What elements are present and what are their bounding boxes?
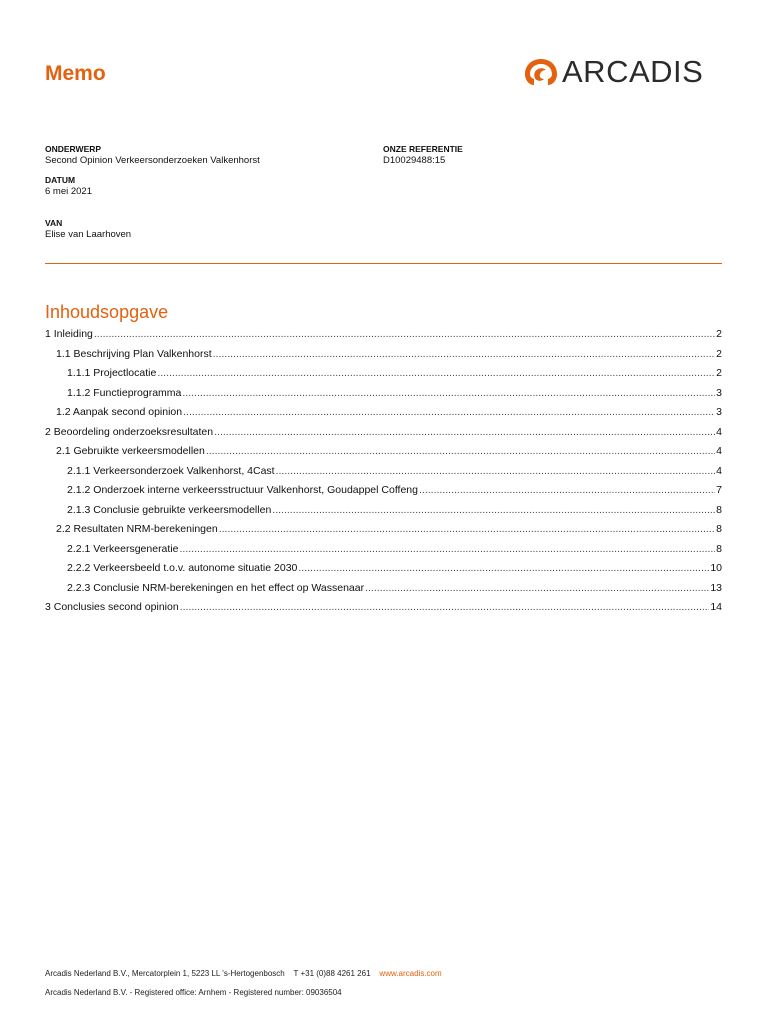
toc-leader	[214, 423, 715, 443]
toc-entry-page: 14	[710, 601, 722, 613]
toc-entry-label: 1.2 Aanpak second opinion	[56, 406, 183, 418]
footer-website-link[interactable]: www.arcadis.com	[379, 969, 442, 978]
toc-heading: Inhoudsopgave	[45, 302, 169, 322]
toc-entry[interactable]	[45, 579, 722, 599]
toc-entry-label: 2.2.2 Verkeersbeeld t.o.v. autonome situatie 2030	[67, 562, 298, 574]
datum-label: DATUM	[45, 175, 76, 185]
toc-entry-page: 13	[710, 581, 722, 594]
onderwerp-value: Second Opinion Verkeersonderzoeken Valkenhorst	[45, 155, 260, 166]
toc-entry-label: 2.2 Resultaten NRM-berekeningen	[56, 523, 218, 535]
footer-phone: T +31 (0)88 4261 261	[293, 969, 371, 978]
toc-entry-label: 2.2.1 Verkeersgeneratie	[67, 542, 179, 555]
toc-entry[interactable]	[45, 384, 722, 404]
toc-leader	[206, 442, 715, 462]
toc-entry[interactable]	[45, 462, 722, 482]
toc-entry-label: 2.1.3 Conclusie gebruikte verkeersmodellen	[67, 503, 272, 516]
toc-entry[interactable]	[45, 403, 722, 423]
toc-entry-page: 7	[716, 484, 722, 496]
toc-entry[interactable]	[45, 559, 722, 579]
toc-entry-page: 4	[716, 425, 722, 438]
toc-entry[interactable]	[45, 423, 722, 443]
toc-entry-label: 3 Conclusies second opinion	[45, 601, 179, 613]
van-label: VAN	[45, 218, 63, 228]
toc-entry[interactable]	[45, 481, 722, 501]
toc-entry[interactable]	[45, 520, 722, 540]
table-of-contents	[45, 325, 722, 618]
toc-leader	[180, 540, 716, 560]
datum-value: 6 mei 2021	[45, 186, 93, 197]
toc-entry-page: 10	[710, 562, 722, 574]
arcadis-logo-icon	[523, 57, 559, 87]
footer-line-1	[45, 969, 442, 978]
toc-entry-label: 2.1 Gebruikte verkeersmodellen	[56, 445, 205, 457]
toc-entry-page: 2	[716, 328, 722, 340]
toc-entry-label: 2.1.1 Verkeersonderzoek Valkenhorst, 4Cast	[67, 464, 275, 477]
arcadis-logo	[523, 55, 703, 89]
toc-leader	[276, 462, 716, 482]
toc-entry[interactable]	[45, 442, 722, 462]
logo-wordmark: ARCADIS	[562, 54, 704, 89]
van-value: Elise van Laarhoven	[45, 229, 132, 240]
toc-entry-page: 2	[716, 367, 722, 379]
toc-leader	[219, 520, 715, 540]
memo-title: Memo	[45, 62, 106, 85]
toc-entry[interactable]	[45, 501, 722, 521]
toc-leader	[298, 559, 709, 579]
toc-entry-label: 1 Inleiding	[45, 328, 93, 340]
toc-leader	[182, 384, 715, 404]
toc-entry[interactable]	[45, 540, 722, 560]
referentie-block	[383, 144, 463, 166]
toc-entry[interactable]	[45, 325, 722, 345]
toc-leader	[183, 403, 715, 423]
toc-entry-page: 8	[716, 523, 722, 535]
toc-leader	[157, 364, 715, 384]
referentie-label: ONZE REFERENTIE	[383, 144, 463, 154]
toc-entry-label: 2.1.2 Onderzoek interne verkeersstructuur Valkenhorst, Goudappel Coffeng	[67, 484, 418, 496]
footer-company-address: Arcadis Nederland B.V., Mercatorplein 1, 5223 LL 's-Hertogenbosch	[45, 969, 285, 978]
toc-entry-page: 8	[716, 503, 722, 516]
toc-leader	[94, 325, 715, 345]
onderwerp-block	[45, 144, 260, 166]
toc-leader	[419, 481, 715, 501]
toc-entry-page: 3	[716, 406, 722, 418]
footer-line-2: Arcadis Nederland B.V. - Registered office: Arnhem - Registered number: 09036504	[45, 988, 342, 997]
referentie-value: D10029488:15	[383, 155, 446, 166]
toc-entry[interactable]	[45, 598, 722, 618]
toc-entry-label: 1.1.1 Projectlocatie	[67, 367, 157, 379]
datum-block	[45, 175, 92, 197]
van-block	[45, 218, 131, 240]
toc-entry-label: 1.1.2 Functieprogramma	[67, 386, 182, 399]
toc-entry-page: 2	[716, 347, 722, 360]
toc-entry-page: 3	[716, 386, 722, 399]
toc-leader	[272, 501, 715, 521]
toc-entry-label: 1.1 Beschrijving Plan Valkenhorst	[56, 347, 212, 360]
toc-leader	[213, 345, 716, 365]
toc-leader	[180, 598, 710, 618]
onderwerp-label: ONDERWERP	[45, 144, 102, 154]
toc-entry[interactable]	[45, 364, 722, 384]
toc-entry-label: 2.2.3 Conclusie NRM-berekeningen en het effect op Wassenaar	[67, 581, 365, 594]
header-divider	[45, 263, 722, 264]
toc-leader	[365, 579, 709, 599]
toc-entry-page: 4	[716, 445, 722, 457]
toc-entry-page: 4	[716, 464, 722, 477]
toc-entry-page: 8	[716, 542, 722, 555]
toc-entry[interactable]	[45, 345, 722, 365]
toc-entry-label: 2 Beoordeling onderzoeksresultaten	[45, 425, 214, 438]
